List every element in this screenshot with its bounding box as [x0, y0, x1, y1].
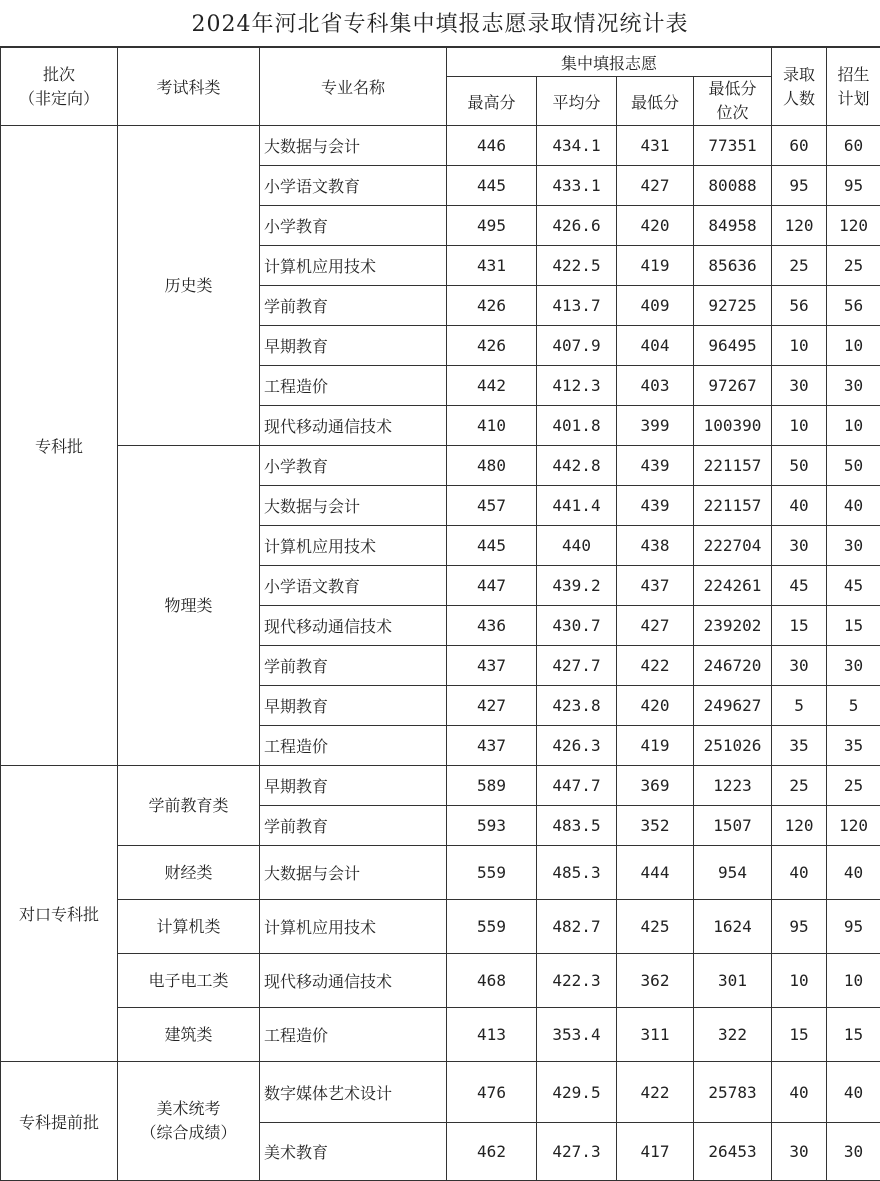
table-row	[1, 846, 880, 900]
avg-cell: 427.7	[537, 646, 617, 686]
admitted-cell: 40	[772, 1062, 827, 1123]
min-cell: 420	[617, 206, 694, 246]
plan-cell: 30	[827, 366, 880, 406]
major-cell: 学前教育	[260, 646, 447, 686]
avg-cell: 407.9	[537, 326, 617, 366]
min-cell: 427	[617, 166, 694, 206]
max-cell: 426	[447, 326, 537, 366]
avg-cell: 441.4	[537, 486, 617, 526]
max-cell: 457	[447, 486, 537, 526]
table-title: 2024年河北省专科集中填报志愿录取情况统计表	[0, 0, 880, 47]
max-cell: 426	[447, 286, 537, 326]
plan-cell: 95	[827, 166, 880, 206]
min-cell: 420	[617, 686, 694, 726]
rank-cell: 251026	[694, 726, 772, 766]
min-cell: 427	[617, 606, 694, 646]
plan-cell: 25	[827, 766, 880, 806]
plan-cell: 30	[827, 526, 880, 566]
max-cell: 559	[447, 900, 537, 954]
rank-cell: 80088	[694, 166, 772, 206]
avg-cell: 442.8	[537, 446, 617, 486]
min-cell: 437	[617, 566, 694, 606]
min-cell: 409	[617, 286, 694, 326]
major-cell: 大数据与会计	[260, 486, 447, 526]
table-row	[1, 446, 880, 486]
plan-cell: 10	[827, 954, 880, 1008]
admitted-cell: 10	[772, 406, 827, 446]
batch-cell: 对口专科批	[1, 766, 118, 1062]
batch-cell: 专科批	[1, 126, 118, 766]
rank-cell: 322	[694, 1008, 772, 1062]
header-group: 集中填报志愿	[447, 48, 772, 77]
admitted-cell: 25	[772, 766, 827, 806]
max-cell: 410	[447, 406, 537, 446]
rank-cell: 77351	[694, 126, 772, 166]
admitted-cell: 95	[772, 166, 827, 206]
plan-cell: 35	[827, 726, 880, 766]
admitted-cell: 60	[772, 126, 827, 166]
avg-cell: 447.7	[537, 766, 617, 806]
plan-cell: 95	[827, 900, 880, 954]
table-row	[1, 1008, 880, 1062]
header-min-rank	[694, 77, 772, 126]
avg-cell: 423.8	[537, 686, 617, 726]
rank-cell: 1507	[694, 806, 772, 846]
admitted-cell: 10	[772, 954, 827, 1008]
min-cell: 422	[617, 646, 694, 686]
max-cell: 437	[447, 726, 537, 766]
admitted-cell: 120	[772, 806, 827, 846]
category-cell: 电子电工类	[118, 954, 260, 1008]
major-cell: 工程造价	[260, 726, 447, 766]
admitted-cell: 15	[772, 1008, 827, 1062]
max-cell: 476	[447, 1062, 537, 1123]
avg-cell: 429.5	[537, 1062, 617, 1123]
table-row	[1, 1062, 880, 1123]
header-plan-label: 招生 计划	[838, 65, 870, 108]
avg-cell: 401.8	[537, 406, 617, 446]
min-cell: 439	[617, 486, 694, 526]
rank-cell: 222704	[694, 526, 772, 566]
min-cell: 419	[617, 726, 694, 766]
rank-cell: 246720	[694, 646, 772, 686]
plan-cell: 30	[827, 646, 880, 686]
plan-cell: 120	[827, 806, 880, 846]
plan-cell: 40	[827, 486, 880, 526]
major-cell: 现代移动通信技术	[260, 954, 447, 1008]
plan-cell: 40	[827, 846, 880, 900]
header-avg: 平均分	[537, 77, 617, 126]
min-cell: 431	[617, 126, 694, 166]
avg-cell: 439.2	[537, 566, 617, 606]
min-cell: 369	[617, 766, 694, 806]
rank-cell: 92725	[694, 286, 772, 326]
rank-cell: 26453	[694, 1123, 772, 1181]
header-min: 最低分	[617, 77, 694, 126]
min-cell: 444	[617, 846, 694, 900]
avg-cell: 434.1	[537, 126, 617, 166]
major-cell: 小学语文教育	[260, 566, 447, 606]
major-cell: 早期教育	[260, 686, 447, 726]
major-cell: 小学语文教育	[260, 166, 447, 206]
max-cell: 559	[447, 846, 537, 900]
admitted-cell: 35	[772, 726, 827, 766]
major-cell: 工程造价	[260, 366, 447, 406]
header-batch-label: 批次 （非定向）	[19, 65, 99, 108]
min-cell: 311	[617, 1008, 694, 1062]
max-cell: 589	[447, 766, 537, 806]
avg-cell: 440	[537, 526, 617, 566]
max-cell: 446	[447, 126, 537, 166]
plan-cell: 120	[827, 206, 880, 246]
rank-cell: 96495	[694, 326, 772, 366]
rank-cell: 1223	[694, 766, 772, 806]
table-row	[1, 766, 880, 806]
max-cell: 495	[447, 206, 537, 246]
table-row	[1, 126, 880, 166]
admitted-cell: 40	[772, 486, 827, 526]
admitted-cell: 50	[772, 446, 827, 486]
max-cell: 593	[447, 806, 537, 846]
header-plan	[827, 48, 880, 126]
admitted-cell: 10	[772, 326, 827, 366]
plan-cell: 10	[827, 406, 880, 446]
category-cell: 学前教育类	[118, 766, 260, 846]
max-cell: 442	[447, 366, 537, 406]
plan-cell: 25	[827, 246, 880, 286]
avg-cell: 485.3	[537, 846, 617, 900]
avg-cell: 412.3	[537, 366, 617, 406]
rank-cell: 221157	[694, 446, 772, 486]
major-cell: 现代移动通信技术	[260, 606, 447, 646]
rank-cell: 84958	[694, 206, 772, 246]
rank-cell: 954	[694, 846, 772, 900]
category-cell: 建筑类	[118, 1008, 260, 1062]
admission-table	[0, 47, 880, 1181]
max-cell: 480	[447, 446, 537, 486]
plan-cell: 40	[827, 1062, 880, 1123]
header-category: 考试科类	[118, 48, 260, 126]
plan-cell: 56	[827, 286, 880, 326]
plan-cell: 15	[827, 606, 880, 646]
major-cell: 工程造价	[260, 1008, 447, 1062]
major-cell: 计算机应用技术	[260, 526, 447, 566]
min-cell: 422	[617, 1062, 694, 1123]
plan-cell: 15	[827, 1008, 880, 1062]
category-cell: 财经类	[118, 846, 260, 900]
admitted-cell: 40	[772, 846, 827, 900]
plan-cell: 60	[827, 126, 880, 166]
category-cell: 计算机类	[118, 900, 260, 954]
major-cell: 现代移动通信技术	[260, 406, 447, 446]
min-cell: 438	[617, 526, 694, 566]
rank-cell: 249627	[694, 686, 772, 726]
avg-cell: 430.7	[537, 606, 617, 646]
admitted-cell: 30	[772, 1123, 827, 1181]
min-cell: 419	[617, 246, 694, 286]
major-cell: 早期教育	[260, 766, 447, 806]
major-cell: 小学教育	[260, 446, 447, 486]
min-cell: 417	[617, 1123, 694, 1181]
category-cell: 历史类	[118, 126, 260, 446]
admitted-cell: 15	[772, 606, 827, 646]
max-cell: 445	[447, 166, 537, 206]
major-cell: 小学教育	[260, 206, 447, 246]
avg-cell: 427.3	[537, 1123, 617, 1181]
admitted-cell: 25	[772, 246, 827, 286]
rank-cell: 85636	[694, 246, 772, 286]
header-admitted-label: 录取 人数	[783, 65, 815, 108]
admitted-cell: 120	[772, 206, 827, 246]
rank-cell: 1624	[694, 900, 772, 954]
max-cell: 436	[447, 606, 537, 646]
avg-cell: 426.6	[537, 206, 617, 246]
admitted-cell: 45	[772, 566, 827, 606]
avg-cell: 353.4	[537, 1008, 617, 1062]
plan-cell: 45	[827, 566, 880, 606]
min-cell: 403	[617, 366, 694, 406]
min-cell: 362	[617, 954, 694, 1008]
batch-cell: 专科提前批	[1, 1062, 118, 1181]
max-cell: 447	[447, 566, 537, 606]
avg-cell: 422.5	[537, 246, 617, 286]
major-cell: 计算机应用技术	[260, 900, 447, 954]
avg-cell: 482.7	[537, 900, 617, 954]
plan-cell: 30	[827, 1123, 880, 1181]
rank-cell: 239202	[694, 606, 772, 646]
major-cell: 大数据与会计	[260, 126, 447, 166]
min-cell: 352	[617, 806, 694, 846]
major-cell: 计算机应用技术	[260, 246, 447, 286]
category-cell: 美术统考 （综合成绩）	[118, 1062, 260, 1181]
max-cell: 437	[447, 646, 537, 686]
table-row	[1, 900, 880, 954]
header-batch	[1, 48, 118, 126]
major-cell: 学前教育	[260, 286, 447, 326]
max-cell: 462	[447, 1123, 537, 1181]
min-cell: 425	[617, 900, 694, 954]
avg-cell: 483.5	[537, 806, 617, 846]
min-cell: 399	[617, 406, 694, 446]
major-cell: 早期教育	[260, 326, 447, 366]
admitted-cell: 30	[772, 366, 827, 406]
rank-cell: 25783	[694, 1062, 772, 1123]
admitted-cell: 30	[772, 526, 827, 566]
min-cell: 439	[617, 446, 694, 486]
header-admitted	[772, 48, 827, 126]
plan-cell: 50	[827, 446, 880, 486]
header-major: 专业名称	[260, 48, 447, 126]
header-min-rank-label: 最低分 位次	[709, 79, 757, 122]
max-cell: 427	[447, 686, 537, 726]
major-cell: 数字媒体艺术设计	[260, 1062, 447, 1123]
admitted-cell: 95	[772, 900, 827, 954]
rank-cell: 224261	[694, 566, 772, 606]
max-cell: 413	[447, 1008, 537, 1062]
avg-cell: 433.1	[537, 166, 617, 206]
header-max: 最高分	[447, 77, 537, 126]
admitted-cell: 5	[772, 686, 827, 726]
admitted-cell: 56	[772, 286, 827, 326]
avg-cell: 413.7	[537, 286, 617, 326]
major-cell: 学前教育	[260, 806, 447, 846]
rank-cell: 100390	[694, 406, 772, 446]
rank-cell: 97267	[694, 366, 772, 406]
category-cell: 物理类	[118, 446, 260, 766]
rank-cell: 221157	[694, 486, 772, 526]
admitted-cell: 30	[772, 646, 827, 686]
rank-cell: 301	[694, 954, 772, 1008]
major-cell: 美术教育	[260, 1123, 447, 1181]
avg-cell: 426.3	[537, 726, 617, 766]
max-cell: 445	[447, 526, 537, 566]
avg-cell: 422.3	[537, 954, 617, 1008]
min-cell: 404	[617, 326, 694, 366]
plan-cell: 5	[827, 686, 880, 726]
max-cell: 468	[447, 954, 537, 1008]
max-cell: 431	[447, 246, 537, 286]
major-cell: 大数据与会计	[260, 846, 447, 900]
plan-cell: 10	[827, 326, 880, 366]
table-row	[1, 954, 880, 1008]
